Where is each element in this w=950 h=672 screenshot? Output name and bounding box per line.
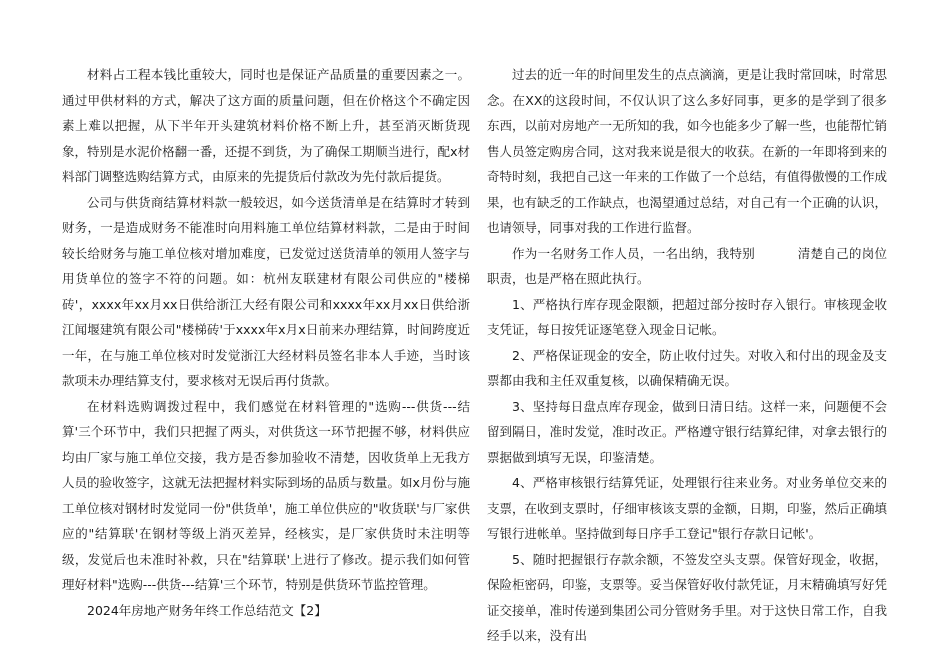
list-item-3: 3、坚持每日盘点库存现金，做到日清日结。这样一来，问题便不会留到隔日，准时发觉，准时改正。严格遵守银行结算纪律，对拿去银行的票据做到填写无误，印鉴清楚。 — [487, 398, 888, 465]
paragraph-procurement-process: 在材料选购调拨过程中，我们感觉在材料管理的"选购---供货---结算'三个环节中，我们只把握了两头，对供货这一环节把握不够，材料供应均由厂家与施工单位交接，我方是否参加验收不清楚，因收货单上无我方人员的验收签字，这就无法把握材料实际到场的品质与数量。如x月份与施工单位核对钢材时发觉同一份"供货单'，施工单位供应的"收货联'与厂家供应的"结算联'在钢材等级上消灭差异，经核实，是厂家供货时未注明等级，发觉后也未准时补救，只在"结算联'上进行了修改。提示我们如何管理好材料"选购---供货---结算'三个环节，特别是供货环节监控管理。 — [62, 398, 470, 592]
paragraph-year-review: 过去的近一年的时间里发生的点点滴滴，更是让我时常回味，时常思念。在XX的这段时间，不仅认识了这么多好同事，更多的是学到了很多东西，以前对房地产一无所知的我，如今也能多少了解一些，也能帮忙销售人员签定购房合同，这对我来说是很大的收获。在新的一年即将到来的奇特时刻，我把自己这一年来的工作做了一个总结，有值得傲慢的工作成果，也有缺乏的工作缺点，也渴望通过总结，对自己有一个正确的认识，也请领导，同事对我的工作进行监督。 — [487, 67, 888, 235]
list-item-4: 4、严格审核银行结算凭证，处理银行往来业务。对业务单位交来的支票，在收到支票时，仔细审核该支票的金额，日期，印鉴，然后正确填写银行进帐单。坚持做到每日序手工登记"银行存款日记帐'。 — [487, 475, 888, 541]
paragraph-materials-cost: 材料占工程本钱比重较大，同时也是保证产品质量的重要因素之一。通过甲供材料的方式，解决了这方面的质量问题，但在价格这个不确定因素上难以把握，从下半年开头建筑材料价格不断上升，甚至消灭断货现象，特别是水泥价格翻一番，还提不到货，为了确保工期顺当进行，配x材料部门调整选购结算方式，由原来的先提货后付款改为先付款后提货。 — [62, 67, 470, 184]
right-column — [487, 62, 887, 649]
paragraph-supplier-settlement: 公司与供货商结算材料款一般较迟，如今送货清单是在结算时才转到财务，一是造成财务不能准时向用料施工单位结算材料款，二是由于时间较长给财务与施工单位核对增加难度，已发觉过送货清单的领用人签字与用货单位的签字不符的问题。如：杭州友联建材有限公司供应的"楼梯砖'，xxxx年xx月xx日供给浙江大经有限公司和xxxx年xx月xx日供给浙江闻堰建筑有限公司"楼梯砖'于xxxx年x月x日前来办理结算，时间跨度近一年，在与施工单位核对时发觉浙江大经材料员签名非本人手迹，当时该款项未办理结算支付，要求核对无误后再付货款。 — [62, 194, 470, 388]
list-item-5: 5、随时把握银行存款余额，不签发空头支票。保管好现金，收据，保险柜密码，印鉴，支票等。妥当保管好收付款凭证，月末精确填写好凭证交接单，准时传递到集团公司分管财务手里。对于这快日常工作，自我经手以来，没有出 — [487, 551, 888, 643]
paragraph-role-duties: 作为一名财务工作人员，一名出纳，我特别 清楚自己的岗位职责，也是严格在照此执行。 — [487, 245, 887, 286]
list-item-2: 2、严格保证现金的安全，防止收付过失。对收入和付出的现金及支票都由我和主任双重复核，以确保精确无误。 — [487, 347, 887, 388]
section-heading: 2024年房地产财务年终工作总结范文【2】 — [87, 602, 327, 618]
left-column — [62, 62, 470, 623]
list-item-1: 1、严格执行库存现金限额，把超过部分按时存入银行。审核现金收支凭证，每日按凭证逐笔登入现金日记帐。 — [487, 296, 887, 337]
